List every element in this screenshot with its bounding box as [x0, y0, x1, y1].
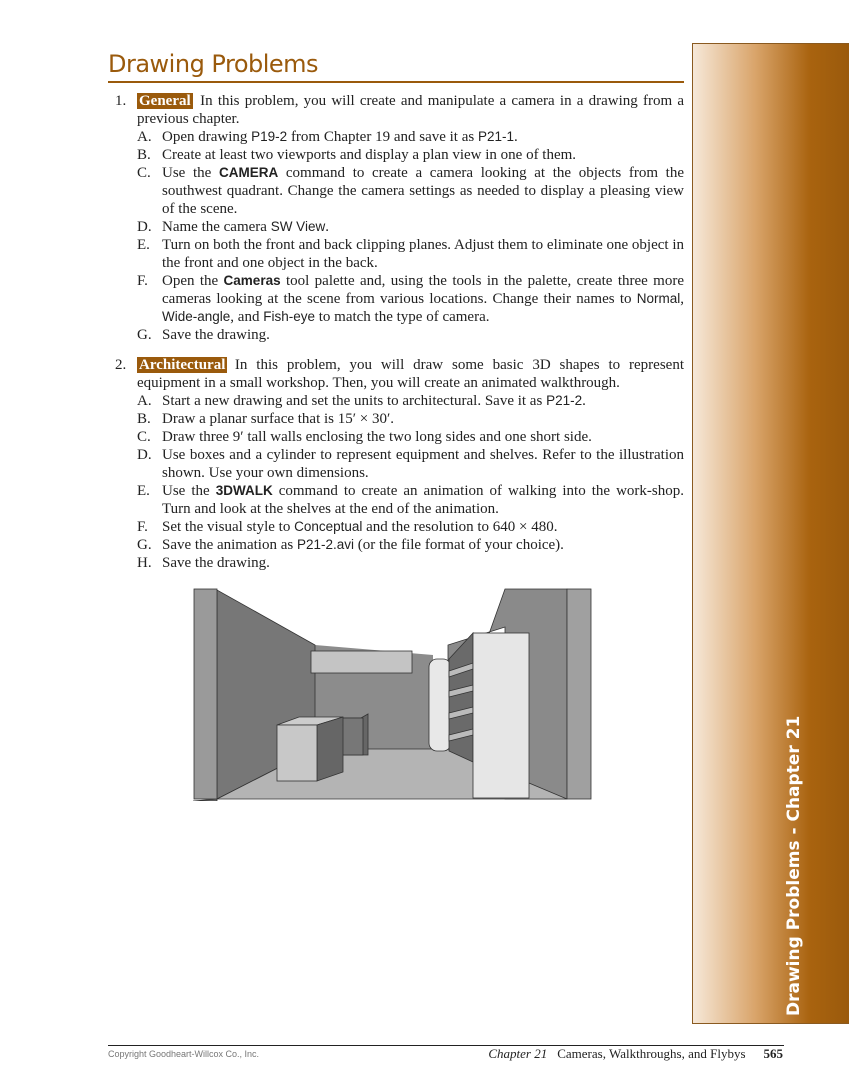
step-text: Start a new drawing and set the units to architectural. Save it as: [162, 393, 547, 409]
command-term: Normal: [636, 291, 681, 306]
step-text: (or the file format of your choice).: [354, 537, 564, 553]
command-term: Wide-angle: [162, 309, 231, 324]
step-letter: F.: [137, 519, 148, 535]
problem-step: [137, 218, 684, 236]
step-letter: E.: [137, 483, 150, 499]
running-footer: [488, 1046, 783, 1062]
problem-number: 2.: [115, 357, 127, 373]
cylinder: [429, 659, 451, 751]
step-text: from Chapter 19 and save it as: [287, 129, 478, 145]
problem-step: [137, 428, 684, 446]
problem-step: [137, 146, 684, 164]
step-text: .: [514, 129, 518, 145]
command-term: SW View: [270, 219, 326, 234]
step-text: .: [582, 393, 586, 409]
problem-step: [137, 128, 684, 146]
problem-item: [115, 92, 684, 344]
step-text: Open the: [162, 273, 224, 289]
command-term: CAMERA: [218, 165, 279, 180]
chapter-number: Chapter 21: [488, 1046, 548, 1061]
step-letter: H.: [137, 555, 152, 571]
step-text: command to create a camera looking at the objects from the southwest quadrant. Change the camera settings as needed to display a pleasing view of the scene.: [162, 165, 684, 217]
problem-item: [115, 356, 684, 572]
problem-step: [137, 326, 684, 344]
problem-step: [137, 164, 684, 218]
step-letter: G.: [137, 327, 152, 343]
command-term: P19-2: [251, 129, 288, 144]
command-term: 3DWALK: [215, 483, 273, 498]
problem-number: 1.: [115, 93, 127, 109]
step-letter: G.: [137, 537, 152, 553]
problem-step: [137, 482, 684, 518]
step-text: command to create an animation of walking into the work-shop. Turn and look at the shelves at the end of the animation.: [162, 483, 684, 517]
step-letter: B.: [137, 147, 151, 163]
step-letter: B.: [137, 411, 151, 427]
problem-intro-text: In this problem, you will create and manipulate a camera in a drawing from a previous chapter.: [137, 93, 684, 127]
step-text: ,: [680, 291, 684, 307]
command-term: Fish-eye: [263, 309, 315, 324]
problem-intro: [137, 356, 684, 392]
step-letter: D.: [137, 447, 152, 463]
title-rule: [108, 81, 684, 83]
step-text: and the resolution to 640 × 480.: [362, 519, 558, 535]
step-letter: C.: [137, 165, 151, 181]
problem-step: [137, 236, 684, 272]
step-letter: D.: [137, 219, 152, 235]
step-text: Use the: [162, 483, 216, 499]
problem-step: [137, 392, 684, 410]
step-letter: A.: [137, 129, 152, 145]
page-title: Drawing Problems: [108, 50, 319, 78]
step-text: Save the drawing.: [162, 555, 270, 571]
problem-intro: [137, 92, 684, 128]
step-text: Draw three 9′ tall walls enclosing the two long sides and one short side.: [162, 429, 592, 445]
problem-category-badge: Architectural: [139, 357, 226, 373]
step-text: .: [325, 219, 329, 235]
copyright: Copyright Goodheart-Willcox Co., Inc.: [108, 1049, 260, 1059]
command-term: Cameras: [223, 273, 281, 288]
problem-step: [137, 272, 684, 326]
step-text: Draw a planar surface that is 15′ × 30′.: [162, 411, 395, 427]
command-term: P21-2: [546, 393, 583, 408]
command-term: P21-2.avi: [296, 537, 355, 552]
workshop-illustration: [193, 587, 593, 801]
step-text: tool palette and, using the tools in the palette, create three more cameras looking at the scene from various locations. Change their names to: [162, 273, 684, 307]
page-number: 565: [763, 1046, 783, 1061]
problem-step: [137, 446, 684, 482]
step-letter: C.: [137, 429, 151, 445]
sidebar-label: Drawing Problems - Chapter 21: [784, 715, 804, 1016]
chapter-title: Cameras, Walkthroughs, and Flybys: [557, 1046, 746, 1061]
step-letter: F.: [137, 273, 148, 289]
shelf-unit: [473, 633, 529, 798]
step-text: Set the visual style to: [162, 519, 295, 535]
command-term: P21-1: [477, 129, 514, 144]
equipment-box: [277, 725, 317, 781]
step-text: Use boxes and a cylinder to represent equipment and shelves. Refer to the illustration shown. Use your own dimensions.: [162, 447, 684, 481]
step-text: Save the animation as: [162, 537, 297, 553]
problem-step: [137, 410, 684, 428]
step-letter: A.: [137, 393, 152, 409]
chapter-sidebar: [692, 43, 849, 1024]
step-text: Create at least two viewports and display a plan view in one of them.: [162, 147, 577, 163]
problem-step: [137, 518, 684, 536]
problem-list: [115, 92, 684, 584]
step-text: Turn on both the front and back clipping planes. Adjust them to eliminate one object in the front and one object in the back.: [162, 237, 684, 271]
problem-step: [137, 536, 684, 554]
step-text: Open drawing: [162, 129, 252, 145]
problem-category-badge: General: [139, 93, 191, 109]
step-text: Use the: [162, 165, 219, 181]
step-text: Name the camera: [162, 219, 271, 235]
step-text: Save the drawing.: [162, 327, 270, 343]
overhead-cabinet: [311, 651, 412, 673]
problem-step: [137, 554, 684, 572]
step-letter: E.: [137, 237, 150, 253]
command-term: Conceptual: [294, 519, 363, 534]
step-text: to match the type of camera.: [314, 309, 490, 325]
step-text: , and: [230, 309, 264, 325]
problem-intro-text: In this problem, you will draw some basic 3D shapes to represent equipment in a small workshop. Then, you will create an animated walkthrough.: [137, 357, 684, 391]
